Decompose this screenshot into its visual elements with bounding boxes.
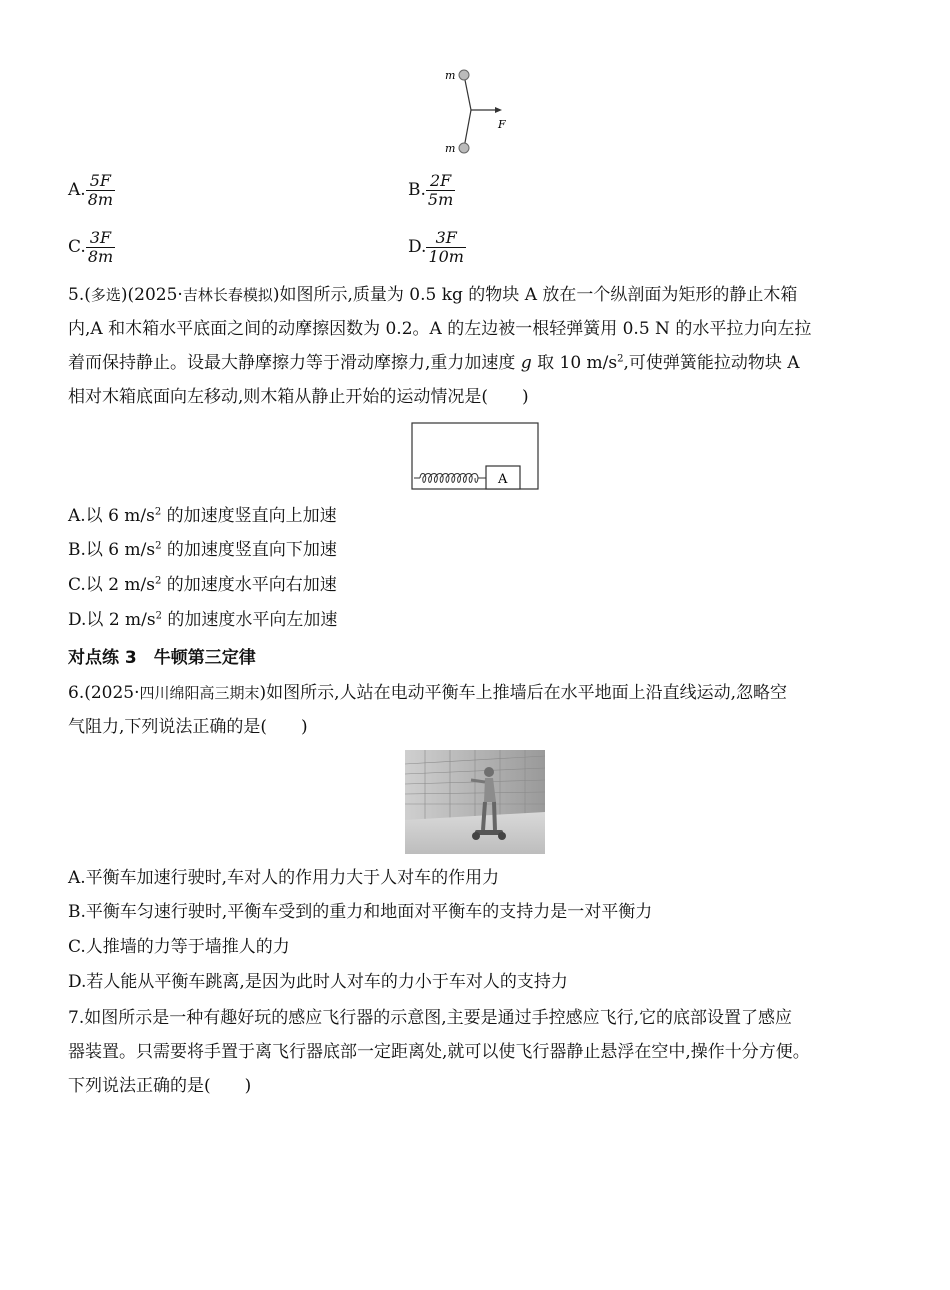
spring-box-figure — [410, 421, 542, 493]
balance-car-photo — [405, 750, 545, 854]
q6-option-d[interactable]: D.若人能从平衡车跳离,是因为此时人对车的力小于车对人的支持力 — [68, 972, 568, 992]
q6-stem-line-1: 6.(2025·四川绵阳高三期末)如图所示,人站在电动平衡车上推墙后在水平地面上沿直线运动,忽略空 — [68, 683, 787, 703]
q5-stem-line-2: 内,A 和木箱水平底面之间的动摩擦因数为 0.2。A 的左边被一根轻弹簧用 0.5 N 的水平拉力向左拉 — [68, 319, 812, 339]
q5-stem-line-1: 5.(多选)(2025·吉林长春模拟)如图所示,质量为 0.5 kg 的物块 A 放在一个纵剖面为矩形的静止木箱 — [68, 285, 798, 305]
q6-stem-line-2: 气阻力,下列说法正确的是( ) — [68, 717, 308, 737]
two-mass-force-figure — [440, 62, 530, 162]
q4-option-d[interactable]: D. $\frac{3F}{10m}$ — [408, 228, 464, 266]
section-heading: 对点练 3 牛顿第三定律 — [68, 648, 256, 668]
mass-label-bottom: m — [445, 142, 456, 155]
q7-stem-line-1: 7.如图所示是一种有趣好玩的感应飞行器的示意图,主要是通过手控感应飞行,它的底部设置了感应 — [68, 1008, 793, 1028]
q5-option-a[interactable]: A.以 6 $m/s^2$ 的加速度竖直向上加速 — [68, 506, 337, 526]
block-a-label: A — [498, 472, 508, 487]
q5-stem-line-3: 着而保持静止。设最大静摩擦力等于滑动摩擦力,重力加速度 g 取 10 $m/s^2$,可使弹簧能拉动物块 A — [68, 353, 800, 373]
q4-option-c[interactable]: C. $\frac{3F}{8m}$ — [68, 228, 114, 266]
q4-option-a[interactable]: A. $\frac{5F}{8m}$ — [68, 171, 114, 209]
q6-option-b[interactable]: B.平衡车匀速行驶时,平衡车受到的重力和地面对平衡车的支持力是一对平衡力 — [68, 902, 653, 922]
q5-option-b[interactable]: B.以 6 $m/s^2$ 的加速度竖直向下加速 — [68, 540, 337, 560]
q5-tag: 多选 — [90, 286, 121, 304]
q7-stem-line-3: 下列说法正确的是( ) — [68, 1076, 252, 1096]
q7-stem-line-2: 器装置。只需要将手置于离飞行器底部一定距离处,就可以使飞行器静止悬浮在空中,操作十分方便。 — [68, 1042, 810, 1062]
q6-option-c[interactable]: C.人推墙的力等于墙推人的力 — [68, 937, 290, 957]
mass-label-top: m — [445, 69, 456, 82]
q6-source: 四川绵阳高三期末 — [139, 684, 260, 702]
q5-option-c[interactable]: C.以 2 $m/s^2$ 的加速度水平向右加速 — [68, 575, 337, 595]
q5-source: 吉林长春模拟 — [182, 286, 273, 304]
q5-stem-line-4: 相对木箱底面向左移动,则木箱从静止开始的运动情况是( ) — [68, 387, 529, 407]
q6-option-a[interactable]: A.平衡车加速行驶时,车对人的作用力大于人对车的作用力 — [68, 868, 500, 888]
q4-option-b[interactable]: B. $\frac{2F}{5m}$ — [408, 171, 454, 209]
q5-option-d[interactable]: D.以 2 $m/s^2$ 的加速度水平向左加速 — [68, 610, 338, 630]
force-label: F — [498, 118, 506, 131]
